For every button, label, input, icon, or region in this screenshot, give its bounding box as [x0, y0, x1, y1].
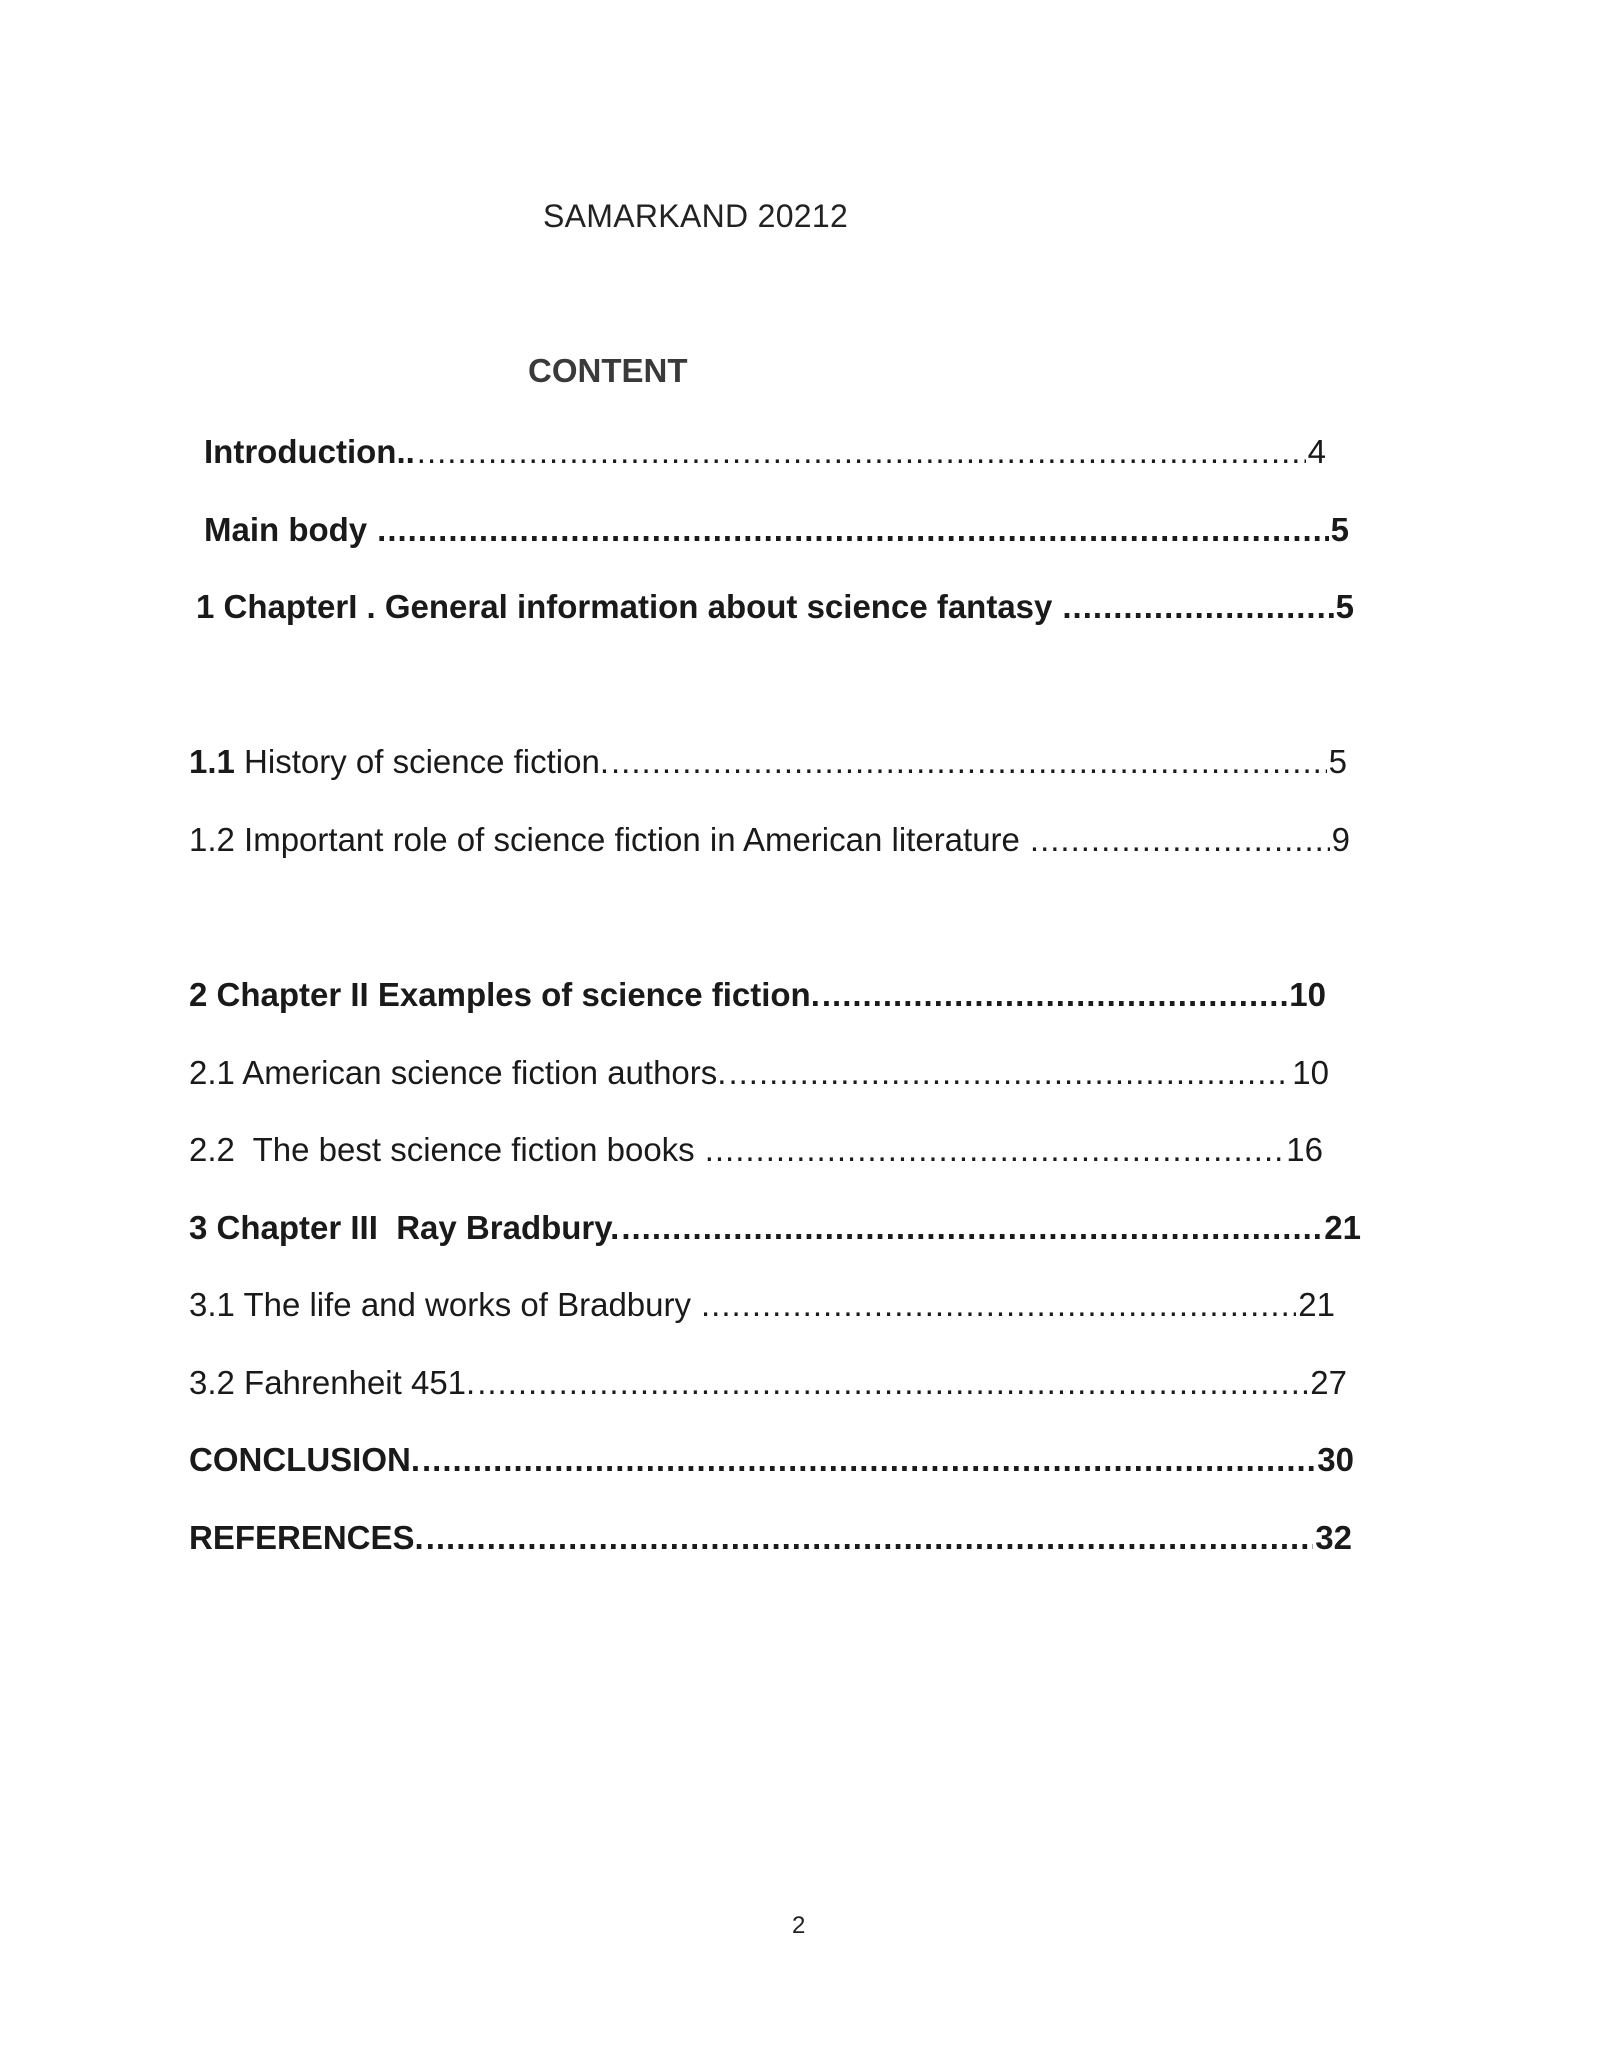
toc-entry-label: 1 ChapterI . General information about science fantasy: [196, 588, 1053, 625]
toc-entry-page: 4: [1307, 433, 1326, 470]
toc-entry-label: REFERENCES.: [189, 1519, 424, 1556]
toc-dot-leader: [705, 1130, 1285, 1170]
toc-entry-page: 21: [1298, 1286, 1335, 1323]
toc-entry-page: 5: [1335, 588, 1354, 625]
page-number: 2: [792, 1912, 806, 1939]
toc-entry-references: [189, 1518, 1352, 1558]
toc-dot-leader: [426, 1518, 1314, 1558]
toc-entry-label: 2.2 The best science fiction books: [189, 1131, 695, 1168]
toc-entry-page: 32: [1315, 1519, 1352, 1556]
toc-entry-1-1: [189, 742, 1347, 782]
toc-dot-leader: [621, 1208, 1322, 1248]
toc-dot-leader: [701, 1285, 1296, 1325]
toc-entry-label: [189, 742, 609, 782]
toc-dot-leader: [477, 1363, 1308, 1403]
toc-entry-2-2: [189, 1130, 1323, 1170]
toc-dot-leader: [1030, 820, 1330, 860]
toc-entry-page: 16: [1286, 1131, 1323, 1168]
toc-dot-leader: [377, 510, 1328, 550]
toc-entry-page: 5: [1328, 743, 1347, 780]
toc-entry-label: 3.2 Fahrenheit 451.: [189, 1364, 476, 1401]
toc-dot-leader: [417, 432, 1306, 472]
toc-entry-label: 1.2 Important role of science fiction in American literature: [189, 821, 1020, 858]
toc-title: CONTENT: [528, 352, 688, 389]
toc-entry-1-2: [189, 820, 1350, 860]
toc-entry-number: 1.1: [189, 743, 235, 780]
toc-entry-chapter-3: [189, 1208, 1361, 1248]
toc-entry-title: History of science fiction.: [234, 743, 610, 780]
toc-entry-page: 30: [1317, 1441, 1354, 1478]
toc-entry-page: 21: [1324, 1209, 1361, 1246]
toc-entry-page: 9: [1331, 821, 1350, 858]
toc-entry-label: CONCLUSION.: [189, 1441, 420, 1478]
toc-entry-3-2: [189, 1363, 1347, 1403]
toc-entry-3-1: [189, 1285, 1335, 1325]
toc-entry-page: 5: [1330, 511, 1349, 548]
toc-entry-page: 10: [1292, 1054, 1329, 1091]
toc-entry-label: 3.1 The life and works of Bradbury: [189, 1286, 691, 1323]
toc-dot-leader: [728, 1053, 1290, 1093]
toc-entry-label: 3 Chapter III Ray Bradbury.: [189, 1209, 620, 1246]
toc-dot-leader: [422, 1440, 1315, 1480]
toc-dot-leader: [611, 742, 1327, 782]
toc-dot-leader: [1062, 587, 1333, 627]
toc-entry-label: Main body: [204, 511, 368, 548]
toc-entry-page: 10: [1289, 976, 1326, 1013]
toc-entry-introduction: [204, 432, 1326, 472]
toc-entry-2-1: [189, 1053, 1329, 1093]
toc-dot-leader: [822, 975, 1287, 1015]
toc-entry-label: 2.1 American science fiction authors.: [189, 1054, 727, 1091]
toc-entry-conclusion: [189, 1440, 1354, 1480]
toc-entry-label: 2 Chapter II Examples of science fiction.: [189, 976, 820, 1013]
toc-entry-label: Introduction..: [204, 433, 415, 470]
toc-entry-chapter-2: [189, 975, 1326, 1015]
toc-entry-main-body: [204, 510, 1349, 550]
toc-entry-page: 27: [1310, 1364, 1347, 1401]
toc-entry-chapter-1: [196, 587, 1354, 627]
city-year-heading: SAMARKAND 20212: [543, 198, 849, 234]
